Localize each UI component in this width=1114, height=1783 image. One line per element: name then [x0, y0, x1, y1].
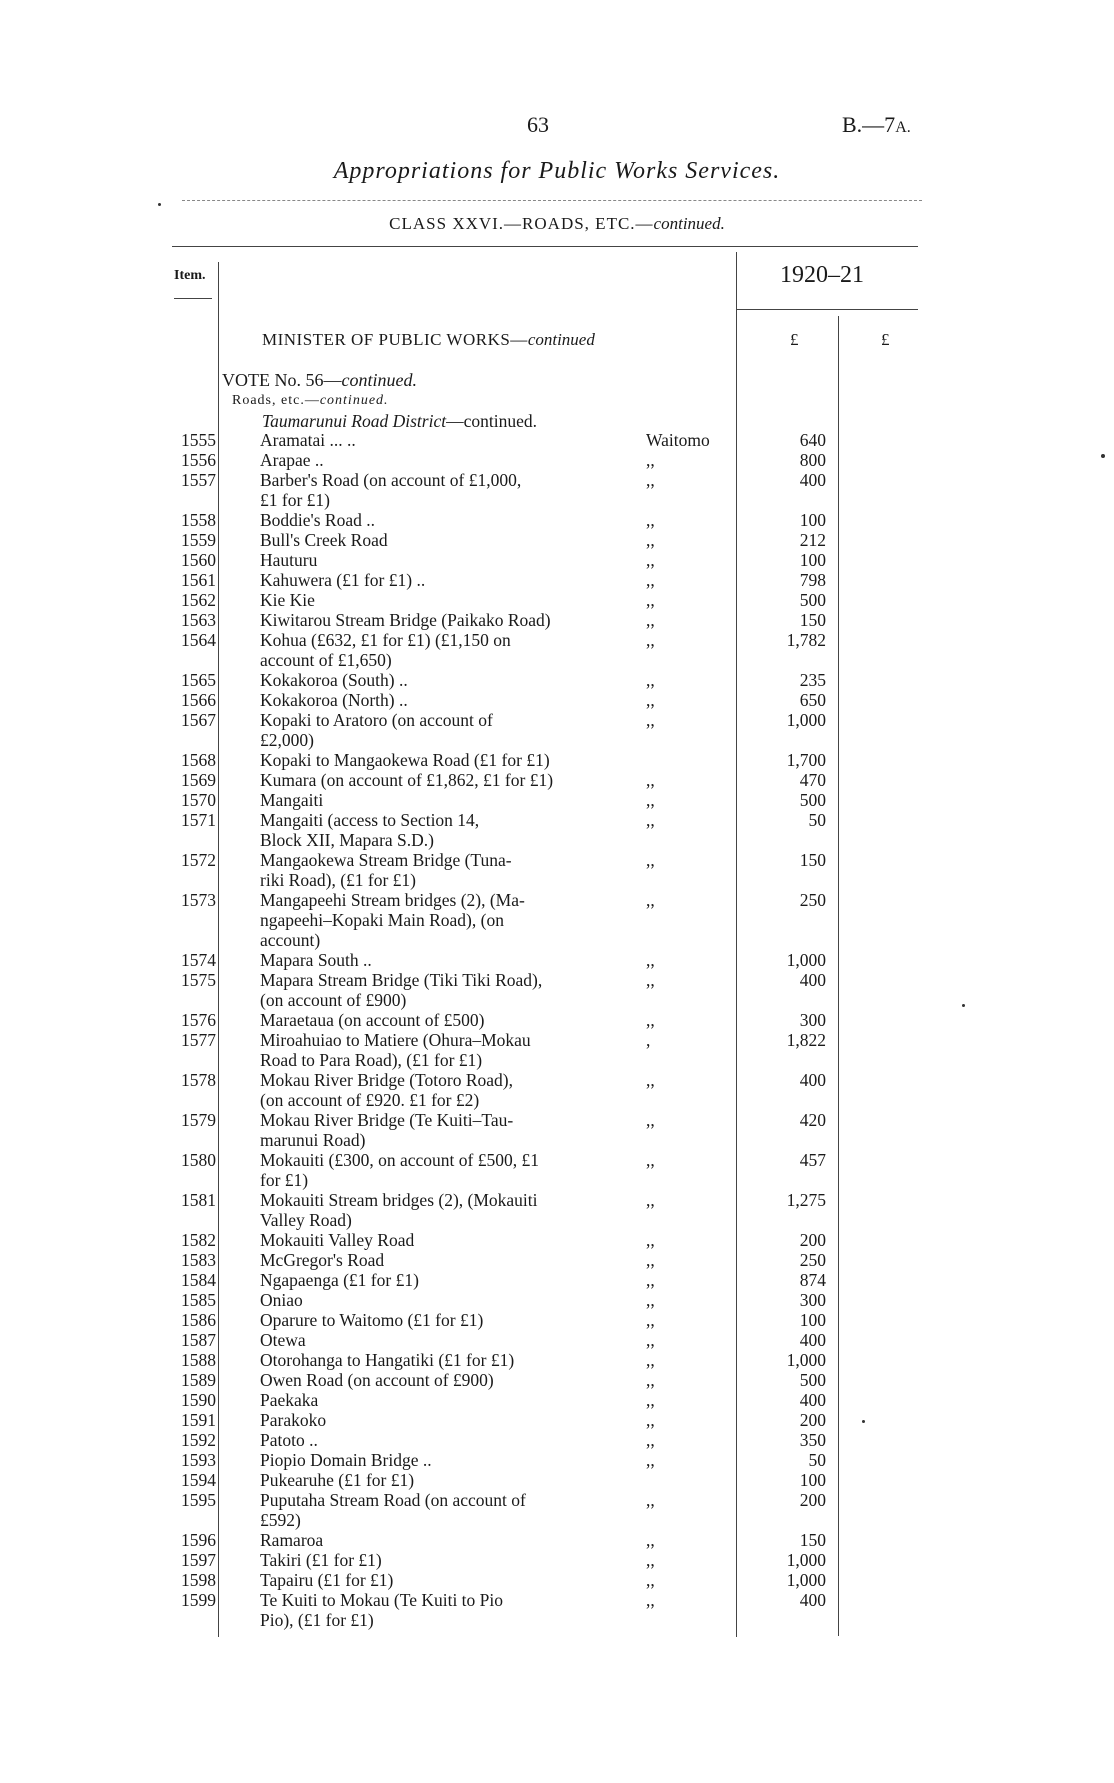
- table-top-rule: [172, 246, 918, 247]
- item-number: 1563: [181, 610, 216, 630]
- item-location: ,,: [646, 510, 655, 530]
- item-location: ,,: [646, 1350, 655, 1370]
- item-description: Kopaki to Mangaokewa Road (£1 for £1): [260, 750, 550, 770]
- table-row: [0, 450, 1114, 470]
- item-amount: 200: [799, 1490, 826, 1510]
- item-description: Mapara South ..: [260, 950, 372, 970]
- year-underline: [736, 309, 918, 310]
- table-row: [0, 1270, 1114, 1290]
- roads-subheading-main: Roads, etc.—: [232, 393, 320, 408]
- item-amount: 400: [799, 1070, 826, 1090]
- item-number: 1587: [181, 1330, 216, 1350]
- item-description: Mapara Stream Bridge (Tiki Tiki Road), (on account of £900): [260, 970, 543, 1010]
- item-column-header: Item.: [174, 268, 206, 283]
- item-number: 1577: [181, 1030, 216, 1050]
- item-location: ,: [646, 1030, 651, 1050]
- item-amount: 235: [799, 670, 826, 690]
- item-number: 1578: [181, 1070, 216, 1090]
- item-description: Mokau River Bridge (Te Kuiti–Tau- marunui Road): [260, 1110, 514, 1150]
- item-location: ,,: [646, 950, 655, 970]
- item-number: 1568: [181, 750, 216, 770]
- class-heading-main: CLASS XXVI.—ROADS, ETC.—: [389, 214, 654, 233]
- item-description: Kokakoroa (North) ..: [260, 690, 408, 710]
- minister-heading-cont: continued: [527, 330, 595, 349]
- item-number: 1598: [181, 1570, 216, 1590]
- item-number: 1579: [181, 1110, 216, 1130]
- item-description: Piopio Domain Bridge ..: [260, 1450, 432, 1470]
- item-description: Te Kuiti to Mokau (Te Kuiti to Pio Pio), (£1 for £1): [260, 1590, 504, 1630]
- item-description: Kumara (on account of £1,862, £1 for £1): [260, 770, 554, 790]
- item-amount: 798: [799, 570, 826, 590]
- item-description: Otewa: [260, 1330, 306, 1350]
- table-row: [0, 750, 1114, 770]
- vote-heading-main: VOTE No. 56—: [222, 370, 342, 390]
- item-amount: 1,822: [786, 1030, 826, 1050]
- table-row: [0, 590, 1114, 610]
- item-location: ,,: [646, 1230, 655, 1250]
- item-amount: 350: [799, 1430, 826, 1450]
- table-row: [0, 810, 1114, 850]
- table-row: [0, 430, 1114, 450]
- item-description: Boddie's Road ..: [260, 510, 375, 530]
- item-number: 1584: [181, 1270, 216, 1290]
- table-row: [0, 1550, 1114, 1570]
- item-location: ,,: [646, 1190, 655, 1210]
- table-row: [0, 970, 1114, 1010]
- item-location: ,,: [646, 1490, 655, 1510]
- item-number: 1561: [181, 570, 216, 590]
- table-row: [0, 1190, 1114, 1230]
- item-location: ,,: [646, 790, 655, 810]
- item-description: Mangapeehi Stream bridges (2), (Ma- ngapeehi–Kopaki Main Road), (on account): [260, 890, 525, 950]
- item-location: ,,: [646, 610, 655, 630]
- item-number: 1574: [181, 950, 216, 970]
- item-description: Mokauiti Stream bridges (2), (Mokauiti Valley Road): [260, 1190, 538, 1230]
- vote-heading: [222, 370, 417, 391]
- item-number: 1595: [181, 1490, 216, 1510]
- item-location: ,,: [646, 1390, 655, 1410]
- item-amount: 500: [799, 790, 826, 810]
- margin-speck: [158, 203, 161, 206]
- item-amount: 250: [799, 890, 826, 910]
- item-amount: 640: [799, 430, 826, 450]
- item-description: Oniao: [260, 1290, 303, 1310]
- item-description: McGregor's Road: [260, 1250, 385, 1270]
- item-location: ,,: [646, 850, 655, 870]
- item-number: 1556: [181, 450, 216, 470]
- item-description: Mokau River Bridge (Totoro Road), (on account of £920. £1 for £2): [260, 1070, 513, 1110]
- minister-heading: [262, 330, 595, 350]
- item-amount: 500: [799, 1370, 826, 1390]
- item-number: 1589: [181, 1370, 216, 1390]
- item-amount: 400: [799, 1330, 826, 1350]
- table-row: [0, 770, 1114, 790]
- table-row: [0, 850, 1114, 890]
- item-location: ,,: [646, 1250, 655, 1270]
- table-row: [0, 1030, 1114, 1070]
- item-location: ,,: [646, 530, 655, 550]
- item-location: ,,: [646, 1450, 655, 1470]
- page-number: 63: [527, 112, 549, 137]
- item-number: 1593: [181, 1450, 216, 1470]
- item-amount: 420: [799, 1110, 826, 1130]
- item-location: ,,: [646, 1570, 655, 1590]
- item-location: ,,: [646, 1290, 655, 1310]
- item-amount: 300: [799, 1010, 826, 1030]
- item-number: 1599: [181, 1590, 216, 1610]
- item-amount: 457: [799, 1150, 826, 1170]
- item-location: ,,: [646, 1330, 655, 1350]
- item-number: 1586: [181, 1310, 216, 1330]
- table-row: [0, 1250, 1114, 1270]
- item-description: Kokakoroa (South) ..: [260, 670, 408, 690]
- item-description: Mokauiti (£300, on account of £500, £1 for £1): [260, 1150, 539, 1190]
- table-row: [0, 670, 1114, 690]
- page-title: Appropriations for Public Works Services.: [333, 158, 781, 184]
- item-amount: 400: [799, 470, 826, 490]
- table-row: [0, 1290, 1114, 1310]
- item-amount: 50: [808, 1450, 826, 1470]
- doc-ref-main: B.—7: [842, 112, 896, 137]
- table-row: [0, 1330, 1114, 1350]
- item-location: ,,: [646, 690, 655, 710]
- item-description: Mangaiti: [260, 790, 324, 810]
- item-location: ,,: [646, 670, 655, 690]
- item-location: ,,: [646, 1550, 655, 1570]
- item-amount: 1,782: [786, 630, 826, 650]
- item-location: ,,: [646, 970, 655, 990]
- item-description: Mangaiti (access to Section 14, Block XII, Mapara S.D.): [260, 810, 480, 850]
- item-amount: 100: [799, 510, 826, 530]
- item-amount: 400: [799, 1390, 826, 1410]
- title-rule: [182, 200, 922, 201]
- item-number: 1560: [181, 550, 216, 570]
- item-number: 1557: [181, 470, 216, 490]
- item-location: ,,: [646, 470, 655, 490]
- item-amount: 1,000: [786, 950, 826, 970]
- item-description: Miroahuiao to Matiere (Ohura–Mokau Road to Para Road), (£1 for £1): [260, 1030, 531, 1070]
- item-number: 1571: [181, 810, 216, 830]
- district-heading-cont: —continued.: [446, 411, 537, 431]
- table-row: [0, 1150, 1114, 1190]
- item-description: Ngapaenga (£1 for £1): [260, 1270, 419, 1290]
- table-row: [0, 1010, 1114, 1030]
- item-number: 1558: [181, 510, 216, 530]
- item-location: ,,: [646, 1270, 655, 1290]
- item-location: ,,: [646, 1410, 655, 1430]
- appropriations-table-body: [0, 430, 1114, 1630]
- table-row: [0, 1390, 1114, 1410]
- table-row: [0, 1430, 1114, 1450]
- item-location: ,,: [646, 570, 655, 590]
- item-description: Owen Road (on account of £900): [260, 1370, 494, 1390]
- table-row: [0, 1570, 1114, 1590]
- item-amount: 150: [799, 1530, 826, 1550]
- item-description: Mokauiti Valley Road: [260, 1230, 415, 1250]
- doc-ref-suffix: A.: [895, 119, 911, 136]
- item-description: Arapae ..: [260, 450, 324, 470]
- table-row: [0, 1310, 1114, 1330]
- item-number: 1570: [181, 790, 216, 810]
- item-amount: 1,000: [786, 1570, 826, 1590]
- item-location: ,,: [646, 1310, 655, 1330]
- item-description: Takiri (£1 for £1): [260, 1550, 382, 1570]
- item-description: Oparure to Waitomo (£1 for £1): [260, 1310, 484, 1330]
- item-amount: 1,000: [786, 710, 826, 730]
- item-number: 1565: [181, 670, 216, 690]
- table-row: [0, 510, 1114, 530]
- table-row: [0, 1470, 1114, 1490]
- item-description: Kiwitarou Stream Bridge (Paikako Road): [260, 610, 551, 630]
- item-description: Aramatai ... ..: [260, 430, 356, 450]
- item-amount: 400: [799, 970, 826, 990]
- item-amount: 1,000: [786, 1550, 826, 1570]
- table-row: [0, 1490, 1114, 1530]
- item-amount: 800: [799, 450, 826, 470]
- item-number: 1559: [181, 530, 216, 550]
- pound-sign-col2: £: [881, 330, 890, 349]
- roads-subheading: [232, 393, 389, 409]
- table-row: [0, 550, 1114, 570]
- table-row: [0, 710, 1114, 750]
- item-location: ,,: [646, 710, 655, 730]
- item-location: ,,: [646, 1070, 655, 1090]
- pound-sign-col1: £: [790, 330, 799, 349]
- item-description: Bull's Creek Road: [260, 530, 388, 550]
- item-number: 1590: [181, 1390, 216, 1410]
- table-row: [0, 790, 1114, 810]
- item-location: ,,: [646, 1530, 655, 1550]
- item-location: ,,: [646, 1010, 655, 1030]
- item-description: Mangaokewa Stream Bridge (Tuna- riki Road), (£1 for £1): [260, 850, 512, 890]
- item-location: ,,: [646, 810, 655, 830]
- roads-subheading-cont: continued.: [319, 393, 389, 408]
- item-amount: 1,275: [786, 1190, 826, 1210]
- item-amount: 250: [799, 1250, 826, 1270]
- item-header-underline: [174, 298, 212, 299]
- item-amount: 300: [799, 1290, 826, 1310]
- item-description: Ramaroa: [260, 1530, 324, 1550]
- item-description: Kahuwera (£1 for £1) ..: [260, 570, 426, 590]
- item-number: 1583: [181, 1250, 216, 1270]
- item-number: 1566: [181, 690, 216, 710]
- item-number: 1575: [181, 970, 216, 990]
- item-number: 1573: [181, 890, 216, 910]
- item-number: 1591: [181, 1410, 216, 1430]
- margin-speck: [962, 1004, 965, 1007]
- item-number: 1594: [181, 1470, 216, 1490]
- item-description: Kohua (£632, £1 for £1) (£1,150 on account of £1,650): [260, 630, 511, 670]
- item-location: ,,: [646, 450, 655, 470]
- table-row: [0, 1110, 1114, 1150]
- item-amount: 150: [799, 850, 826, 870]
- margin-speck: [1101, 454, 1105, 458]
- item-location: ,,: [646, 1590, 655, 1610]
- item-number: 1597: [181, 1550, 216, 1570]
- item-amount: 50: [808, 810, 826, 830]
- table-row: [0, 1450, 1114, 1470]
- item-location: ,,: [646, 1430, 655, 1450]
- class-heading-cont: continued.: [653, 214, 725, 233]
- item-number: 1562: [181, 590, 216, 610]
- table-row: [0, 1350, 1114, 1370]
- table-row: [0, 1370, 1114, 1390]
- item-location: ,,: [646, 1150, 655, 1170]
- item-number: 1564: [181, 630, 216, 650]
- item-number: 1572: [181, 850, 216, 870]
- item-description: Parakoko: [260, 1410, 327, 1430]
- item-amount: 650: [799, 690, 826, 710]
- table-row: [0, 610, 1114, 630]
- table-row: [0, 1590, 1114, 1630]
- item-description: Puputaha Stream Road (on account of £592): [260, 1490, 526, 1530]
- table-row: [0, 690, 1114, 710]
- district-heading: [262, 411, 537, 432]
- item-location: Waitomo: [646, 430, 710, 450]
- margin-speck: [862, 1420, 865, 1423]
- table-row: [0, 1070, 1114, 1110]
- item-description: Paekaka: [260, 1390, 319, 1410]
- item-amount: 470: [799, 770, 826, 790]
- district-heading-main: Taumarunui Road District: [262, 411, 447, 431]
- item-amount: 212: [799, 530, 826, 550]
- item-amount: 100: [799, 1470, 826, 1490]
- table-row: [0, 570, 1114, 590]
- item-amount: 100: [799, 550, 826, 570]
- item-description: Kopaki to Aratoro (on account of £2,000): [260, 710, 493, 750]
- item-number: 1555: [181, 430, 216, 450]
- item-number: 1592: [181, 1430, 216, 1450]
- table-row: [0, 1410, 1114, 1430]
- item-number: 1581: [181, 1190, 216, 1210]
- item-location: ,,: [646, 630, 655, 650]
- item-number: 1576: [181, 1010, 216, 1030]
- class-heading: [0, 214, 1114, 234]
- item-description: Pukearuhe (£1 for £1): [260, 1470, 415, 1490]
- item-description: Otorohanga to Hangatiki (£1 for £1): [260, 1350, 515, 1370]
- item-amount: 100: [799, 1310, 826, 1330]
- item-description: Hauturu: [260, 550, 318, 570]
- item-description: Barber's Road (on account of £1,000, £1 for £1): [260, 470, 522, 510]
- table-row: [0, 630, 1114, 670]
- table-row: [0, 530, 1114, 550]
- item-amount: 150: [799, 610, 826, 630]
- minister-heading-main: MINISTER OF PUBLIC WORKS—: [262, 330, 528, 349]
- table-row: [0, 950, 1114, 970]
- document-reference: [842, 112, 911, 138]
- item-amount: 1,700: [786, 750, 826, 770]
- item-location: ,,: [646, 890, 655, 910]
- year-column-header: 1920–21: [780, 262, 864, 288]
- item-description: Maraetaua (on account of £500): [260, 1010, 485, 1030]
- item-amount: 400: [799, 1590, 826, 1610]
- item-number: 1588: [181, 1350, 216, 1370]
- item-amount: 874: [799, 1270, 826, 1290]
- vote-heading-cont: continued.: [341, 370, 417, 390]
- item-number: 1582: [181, 1230, 216, 1250]
- item-description: Kie Kie: [260, 590, 315, 610]
- table-row: [0, 470, 1114, 510]
- item-number: 1567: [181, 710, 216, 730]
- item-number: 1580: [181, 1150, 216, 1170]
- table-row: [0, 890, 1114, 950]
- item-location: ,,: [646, 770, 655, 790]
- item-description: Patoto ..: [260, 1430, 318, 1450]
- item-location: ,,: [646, 1110, 655, 1130]
- item-number: 1585: [181, 1290, 216, 1310]
- item-location: ,,: [646, 550, 655, 570]
- item-location: ,,: [646, 590, 655, 610]
- item-amount: 200: [799, 1230, 826, 1250]
- item-amount: 500: [799, 590, 826, 610]
- table-row: [0, 1530, 1114, 1550]
- item-number: 1596: [181, 1530, 216, 1550]
- item-amount: 1,000: [786, 1350, 826, 1370]
- item-amount: 200: [799, 1410, 826, 1430]
- item-number: 1569: [181, 770, 216, 790]
- item-location: ,,: [646, 1370, 655, 1390]
- table-row: [0, 1230, 1114, 1250]
- item-description: Tapairu (£1 for £1): [260, 1570, 394, 1590]
